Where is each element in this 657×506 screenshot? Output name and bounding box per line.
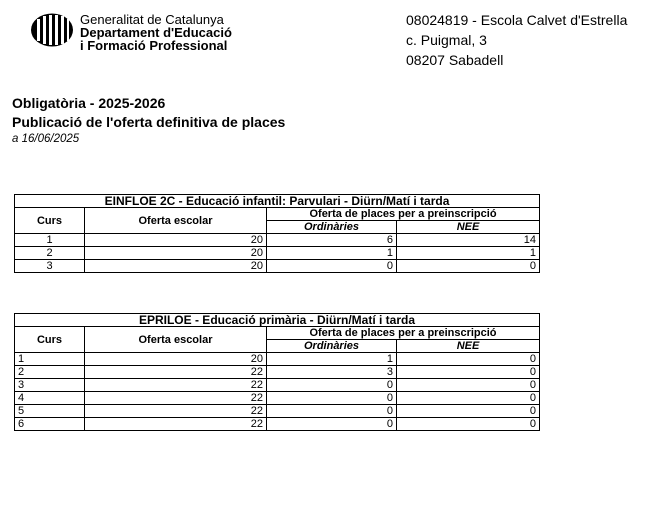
- cell-ordinaries: 0: [267, 405, 397, 418]
- offer-table-primaria: [14, 313, 540, 431]
- cell-oferta: 20: [85, 247, 267, 260]
- table-row: [15, 405, 540, 418]
- cell-oferta: 20: [85, 260, 267, 273]
- cell-curs: 5: [15, 405, 85, 418]
- cell-nee: 0: [397, 260, 540, 273]
- column-header-oferta: Oferta escolar: [85, 208, 267, 234]
- column-header-nee: NEE: [397, 340, 540, 353]
- cell-ordinaries: 0: [267, 379, 397, 392]
- cell-ordinaries: 1: [267, 353, 397, 366]
- document-title: Obligatòria - 2025-2026: [12, 95, 166, 111]
- column-header-ordinaries: Ordinàries: [267, 221, 397, 234]
- cell-ordinaries: 3: [267, 366, 397, 379]
- column-header-curs: Curs: [15, 327, 85, 353]
- cell-curs: 1: [15, 353, 85, 366]
- cell-curs: 3: [15, 379, 85, 392]
- cell-oferta: 22: [85, 392, 267, 405]
- cell-nee: 0: [397, 366, 540, 379]
- cell-nee: 0: [397, 379, 540, 392]
- cell-ordinaries: 0: [267, 260, 397, 273]
- school-info: [406, 10, 627, 70]
- generalitat-logo-icon: [30, 13, 74, 47]
- cell-oferta: 22: [85, 379, 267, 392]
- cell-curs: 1: [15, 234, 85, 247]
- cell-curs: 2: [15, 247, 85, 260]
- offer-table-infantil: [14, 194, 540, 273]
- table-row: [15, 353, 540, 366]
- school-name: 08024819 - Escola Calvet d'Estrella: [406, 12, 628, 28]
- column-header-curs: Curs: [15, 208, 85, 234]
- school-city: 08207 Sabadell: [406, 52, 504, 68]
- cell-oferta: 22: [85, 405, 267, 418]
- cell-ordinaries: 6: [267, 234, 397, 247]
- column-header-preinscripcio: Oferta de places per a preinscripció: [267, 327, 540, 340]
- document-subtitle: Publicació de l'oferta definitiva de places: [12, 114, 286, 130]
- cell-nee: 0: [397, 392, 540, 405]
- cell-oferta: 22: [85, 366, 267, 379]
- cell-nee: 14: [397, 234, 540, 247]
- organization-name: [80, 13, 232, 52]
- column-header-oferta: Oferta escolar: [85, 327, 267, 353]
- org-line-3: i Formació Professional: [80, 38, 228, 53]
- document-heading: [12, 94, 285, 146]
- table-title: EINFLOE 2C - Educació infantil: Parvulari - Diürn/Matí i tarda: [15, 195, 540, 208]
- cell-nee: 0: [397, 405, 540, 418]
- table-row: [15, 392, 540, 405]
- cell-ordinaries: 0: [267, 392, 397, 405]
- table-row: [15, 366, 540, 379]
- cell-nee: 1: [397, 247, 540, 260]
- publication-date: a 16/06/2025: [12, 133, 80, 145]
- org-line-1: Generalitat de Catalunya: [80, 12, 224, 27]
- cell-oferta: 20: [85, 234, 267, 247]
- cell-curs: 3: [15, 260, 85, 273]
- table-title: EPRILOE - Educació primària - Diürn/Matí i tarda: [15, 314, 540, 327]
- table-row: [15, 260, 540, 273]
- column-header-preinscripcio: Oferta de places per a preinscripció: [267, 208, 540, 221]
- table-row: [15, 379, 540, 392]
- school-street: c. Puigmal, 3: [406, 32, 487, 48]
- column-header-ordinaries: Ordinàries: [267, 340, 397, 353]
- cell-ordinaries: 1: [267, 247, 397, 260]
- column-header-nee: NEE: [397, 221, 540, 234]
- org-line-2: Departament d'Educació: [80, 25, 232, 40]
- cell-nee: 0: [397, 418, 540, 431]
- cell-curs: 2: [15, 366, 85, 379]
- cell-curs: 4: [15, 392, 85, 405]
- table-row: [15, 247, 540, 260]
- cell-ordinaries: 0: [267, 418, 397, 431]
- cell-oferta: 20: [85, 353, 267, 366]
- cell-nee: 0: [397, 353, 540, 366]
- table-row: [15, 234, 540, 247]
- cell-oferta: 22: [85, 418, 267, 431]
- table-row: [15, 418, 540, 431]
- cell-curs: 6: [15, 418, 85, 431]
